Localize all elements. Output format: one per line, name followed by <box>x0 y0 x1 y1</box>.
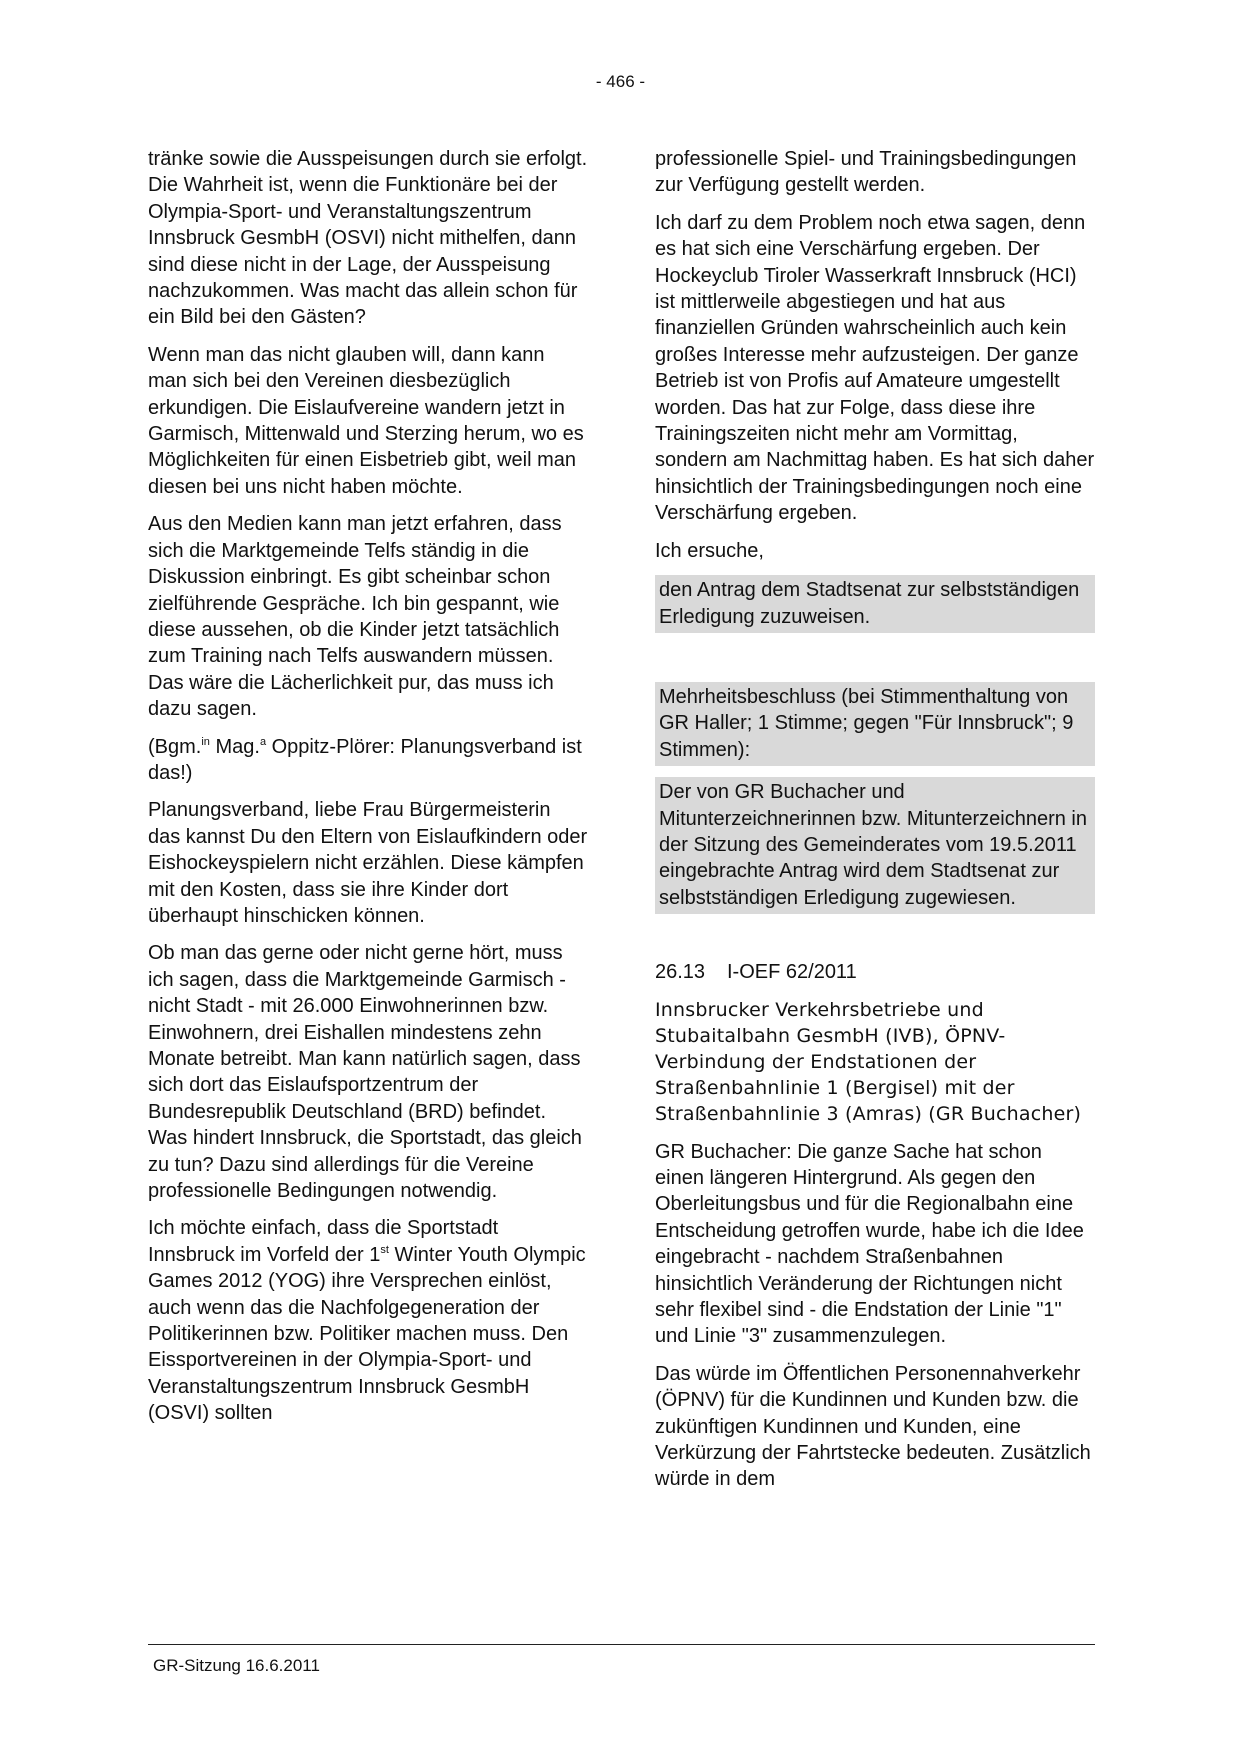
text-run: Winter Youth Olympic Games 2012 (YOG) ihre Versprechen einlöst, auch wenn das die Nachfolgegeneration der Politikerinnen bzw. Politiker machen muss. Den Eissportvereinen in der Olympia-Sport- und Veranstaltungszentrum Innsbruck GesmbH (OSVI) sollten <box>148 1243 586 1425</box>
agenda-item-title: Innsbrucker Verkehrsbetriebe und Stubaitalbahn GesmbH (IVB), ÖPNV-Verbindung der Endstationen der Straßenbahnlinie 1 (Bergisel) mit der Straßenbahnlinie 3 (Amras) (GR Buchacher) <box>655 998 1082 1126</box>
agenda-item-number: 26.13 <box>655 961 706 984</box>
paragraph: Ich darf zu dem Problem noch etwa sagen, denn es hat sich eine Verschärfung ergeben. Der Hockeyclub Tiroler Wasserkraft Innsbruck (HCI) ist mittlerweile abgestiegen und hat aus finanziellen Gründen wahrscheinlich auch kein großes Interesse mehr aufzusteigen. Der ganze Betrieb ist von Profis auf Amateure umgestellt worden. Das hat zur Folge, dass diese ihre Trainingszeiten nicht mehr am Vormittag, sondern am Nachmittag haben. Es hat sich daher hinsichtlich der Trainingsbedingungen noch eine Verschärfung ergeben. <box>655 211 1095 525</box>
interjection <box>148 734 588 787</box>
paragraph <box>148 1215 588 1426</box>
request-highlight: den Antrag dem Stadtsenat zur selbstständigen Erledigung zuzuweisen. <box>655 575 1095 633</box>
paragraph: professionelle Spiel- und Trainingsbedingungen zur Verfügung gestellt werden. <box>655 148 1077 197</box>
interjection-suffix: Oppitz-Plörer: Planungsverband ist das!) <box>148 735 582 784</box>
agenda-item-heading <box>655 959 1095 985</box>
footer-divider <box>148 1644 1095 1645</box>
interjection-prefix: (Bgm. <box>148 735 202 758</box>
interjection-middle: Mag. <box>209 735 260 758</box>
superscript: st <box>380 1243 389 1256</box>
paragraph: GR Buchacher: Die ganze Sache hat schon einen längeren Hintergrund. Als gegen den Oberleitungsbus und für die Regionalbahn eine Entscheidung getroffen wurde, habe ich die Idee eingebracht - nachdem Straßenbahnen hinsichtlich Veränderung der Richtungen nicht sehr flexibel sind - die Endstation der Linie "1" und Linie "3" zusammenzulegen. <box>655 1140 1084 1348</box>
agenda-item-code: I-OEF 62/2011 <box>727 961 857 984</box>
superscript: a <box>259 735 267 748</box>
paragraph: Planungsverband, liebe Frau Bürgermeisterin das kannst Du den Eltern von Eislaufkindern oder Eishockeyspielern nicht erzählen. Diese kämpfen mit den Kosten, dass sie ihre Kinder dort überhaupt hinschicken können. <box>148 799 588 927</box>
left-column <box>148 146 588 1438</box>
spacer <box>655 644 1095 682</box>
paragraph: Das würde im Öffentlichen Personennahverkehr (ÖPNV) für die Kundinnen und Kunden bzw. die zukünftigen Kundinnen und Kunden, eine Verkürzung der Fahrtstecke bedeuten. Zusätzlich würde in dem <box>655 1362 1091 1491</box>
right-column <box>655 146 1095 1504</box>
paragraph: Aus den Medien kann man jetzt erfahren, dass sich die Marktgemeinde Telfs ständig in die Diskussion einbringt. Es gibt scheinbar schon zielführende Gespräche. Ich bin gespannt, wie diese aussehen, ob die Kinder jetzt tatsächlich zum Training nach Telfs auswandern müssen. Das wäre die Lächerlichkeit pur, das muss ich dazu sagen. <box>148 513 562 721</box>
decision-highlight: Mehrheitsbeschluss (bei Stimmenthaltung von GR Haller; 1 Stimme; gegen "Für Innsbruck"; 9 Stimmen): <box>655 682 1095 766</box>
footer-text: GR-Sitzung 16.6.2011 <box>153 1656 320 1675</box>
superscript: in <box>201 735 210 748</box>
spacer <box>655 925 1095 959</box>
text-run: Ich möchte einfach, dass die Sportstadt Innsbruck im Vorfeld der 1 <box>148 1217 499 1266</box>
resolution-highlight: Der von GR Buchacher und Mitunterzeichnerinnen bzw. Mitunterzeichnern in der Sitzung des Gemeinderates vom 19.5.2011 eingebrachte Antrag wird dem Stadtsenat zur selbstständigen Erledigung zugewiesen. <box>655 777 1095 914</box>
page-number: - 466 - <box>595 72 646 91</box>
paragraph: Wenn man das nicht glauben will, dann kann man sich bei den Vereinen diesbezüglich erkundigen. Die Eislaufvereine wandern jetzt in Garmisch, Mittenwald und Sterzing herum, wo es Möglichkeiten für einen Eisbetrieb gibt, weil man diesen bei uns nicht haben möchte. <box>148 343 584 498</box>
paragraph: tränke sowie die Ausspeisungen durch sie erfolgt. Die Wahrheit ist, wenn die Funktionäre bei der Olympia-Sport- und Veranstaltungszentrum Innsbruck GesmbH (OSVI) nicht mithelfen, dann sind diese nicht in der Lage, der Ausspeisung nachzukommen. Was macht das allein schon für ein Bild bei den Gästen? <box>148 148 588 329</box>
paragraph: Ob man das gerne oder nicht gerne hört, muss ich sagen, dass die Marktgemeinde Garmisch - nicht Stadt - mit 26.000 Einwohnerinnen bzw. Einwohnern, drei Eishallen mindestens zehn Monate betreibt. Man kann natürlich sagen, dass sich dort das Eislaufsportzentrum der Bundesrepublik Deutschland (BRD) befindet. Was hindert Innsbruck, die Sportstadt, das gleich zu tun? Dazu sind allerdings für die Vereine professionelle Bedingungen notwendig. <box>148 942 582 1203</box>
paragraph: Ich ersuche, <box>655 539 764 562</box>
